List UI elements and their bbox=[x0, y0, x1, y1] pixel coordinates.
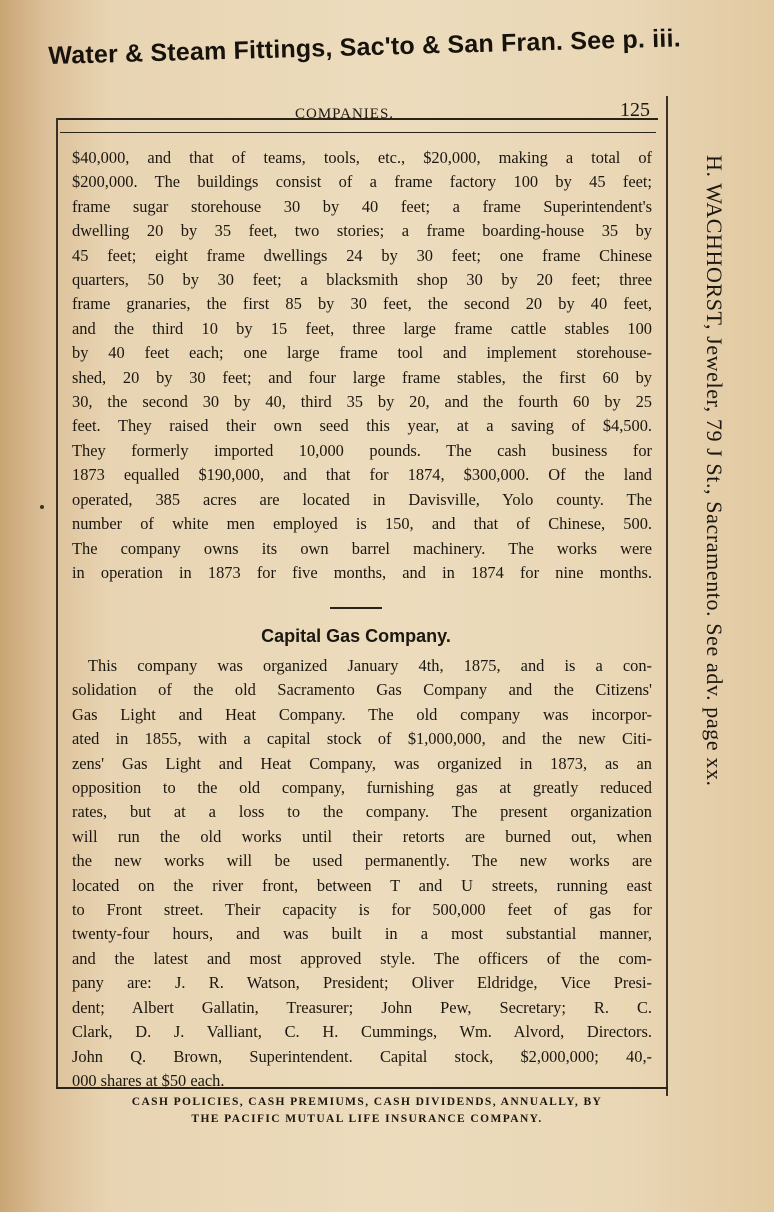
text-line: ated in 1855, with a capital stock of $1,000,000, and the new Citi- bbox=[72, 729, 652, 749]
text-line: The company owns its own barrel machinery. The works were bbox=[72, 538, 652, 558]
text-line: operated, 385 acres are located in Davisville, Yolo county. The bbox=[72, 489, 652, 509]
text-line: frame granaries, the first 85 by 30 feet, the second 20 by 40 feet, bbox=[72, 294, 652, 314]
text-line: John Q. Brown, Superintendent. Capital stock, $2,000,000; 40,- bbox=[72, 1046, 652, 1066]
text-line: shed, 20 by 30 feet; and four large frame stables, the first 60 by bbox=[72, 367, 652, 387]
section-paragraph bbox=[72, 654, 652, 1093]
text-line: 000 shares at $50 each. bbox=[72, 1070, 225, 1090]
text-line: 45 feet; eight frame dwellings 24 by 30 feet; one frame Chinese bbox=[72, 245, 652, 265]
text-line: in operation in 1873 for five months, and in 1874 for nine months. bbox=[72, 562, 652, 582]
text-line: 1873 equalled $190,000, and that for 1874, $300,000. Of the land bbox=[72, 465, 652, 485]
header-advertisement: Water & Steam Fittings, Sac'to & San Fran. See p. iii. bbox=[48, 24, 682, 70]
text-line: twenty-four hours, and was built in a most substantial manner, bbox=[72, 924, 652, 944]
text-line: $200,000. The buildings consist of a frame factory 100 by 45 feet; bbox=[72, 172, 652, 192]
text-line: This company was organized January 4th, 1875, and is a con- bbox=[88, 656, 652, 675]
running-head bbox=[60, 96, 656, 126]
text-line: number of white men employed is 150, and that of Chinese, 500. bbox=[72, 514, 652, 534]
running-head-rule bbox=[60, 132, 656, 133]
text-line: feet. They raised their own seed this year, at a saving of $4,500. bbox=[72, 416, 652, 436]
section-heading: Capital Gas Company. bbox=[261, 626, 451, 646]
text-line: zens' Gas Light and Heat Company, was organized in 1873, as an bbox=[72, 753, 652, 773]
footer-ad-line-2: THE PACIFIC MUTUAL LIFE INSURANCE COMPANY. bbox=[191, 1113, 543, 1125]
section-divider bbox=[330, 607, 382, 609]
text-line: will run the old works until their retorts are burned out, when bbox=[72, 826, 652, 846]
page-frame-left-rule bbox=[56, 118, 58, 1088]
page-frame-right-rule bbox=[666, 96, 668, 1096]
text-line: and the third 10 by 15 feet, three large frame cattle stables 100 bbox=[72, 318, 652, 338]
text-line: and the latest and most approved style. The officers of the com- bbox=[72, 948, 652, 968]
text-line: dent; Albert Gallatin, Treasurer; John Pew, Secretary; R. C. bbox=[72, 997, 652, 1017]
text-line: 30, the second 30 by 40, third 35 by 20, and the fourth 60 by 25 bbox=[72, 392, 652, 412]
text-line: dwelling 20 by 35 feet, two stories; a frame boarding-house 35 by bbox=[72, 221, 652, 241]
text-line: $40,000, and that of teams, tools, etc., $20,000, making a total of bbox=[72, 148, 652, 167]
footer-ad-line-1: CASH POLICIES, CASH PREMIUMS, CASH DIVIDENDS, ANNUALLY, BY bbox=[131, 1096, 603, 1108]
body-paragraph bbox=[72, 146, 652, 585]
text-line: Gas Light and Heat Company. The old company was incorpor- bbox=[72, 704, 652, 724]
text-line: opposition to the old company, furnishing gas at greatly reduced bbox=[72, 778, 652, 798]
text-line: Clark, D. J. Valliant, C. H. Cummings, Wm. Alvord, Directors. bbox=[72, 1022, 652, 1042]
text-line: rates, but at a loss to the company. The present organization bbox=[72, 802, 652, 822]
text-line: the new works will be used permanently. The new works are bbox=[72, 851, 652, 871]
text-line: located on the river front, between T and U streets, running east bbox=[72, 875, 652, 895]
side-advertisement: H. WACHHORST, Jeweler, 79 J St., Sacramento. See adv. page xx. bbox=[702, 155, 727, 787]
page-number: 125 bbox=[620, 99, 650, 121]
margin-dot bbox=[40, 505, 44, 509]
text-line: to Front street. Their capacity is for 500,000 feet of gas for bbox=[72, 900, 652, 920]
text-line: pany are: J. R. Watson, President; Oliver Eldridge, Vice Presi- bbox=[72, 973, 652, 993]
text-line: They formerly imported 10,000 pounds. The cash business for bbox=[72, 440, 652, 460]
text-line: frame sugar storehouse 30 by 40 feet; a frame Superintendent's bbox=[72, 196, 652, 216]
footer-advertisement bbox=[72, 1094, 662, 1128]
text-line: quarters, 50 by 30 feet; a blacksmith shop 30 by 20 feet; three bbox=[72, 270, 652, 290]
text-line: by 40 feet each; one large frame tool and implement storehouse- bbox=[72, 343, 652, 363]
text-line: solidation of the old Sacramento Gas Company and the Citizens' bbox=[72, 680, 652, 700]
running-head-title: COMPANIES. bbox=[295, 106, 395, 122]
